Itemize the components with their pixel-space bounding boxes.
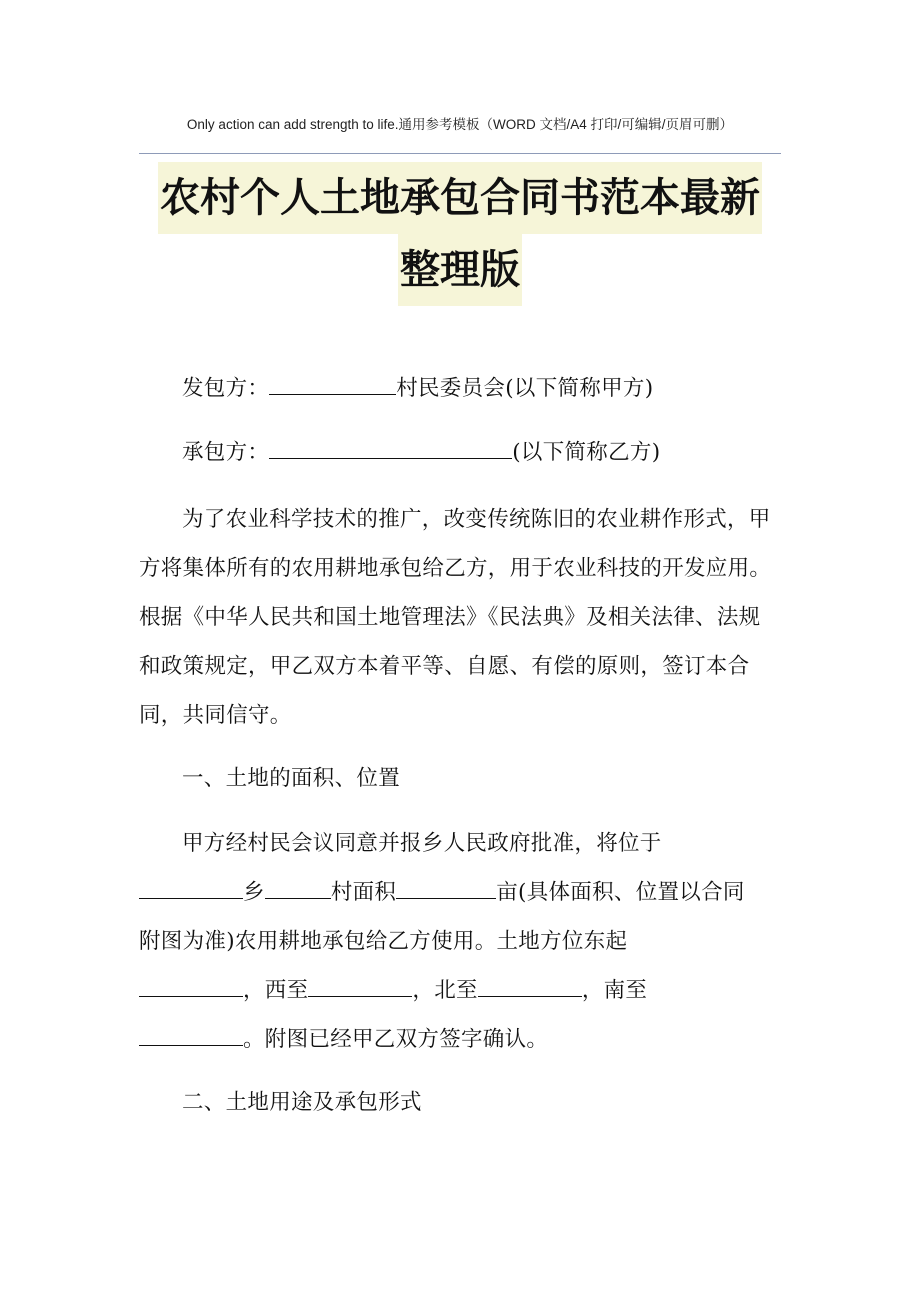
section-1-line-5 <box>139 1015 781 1064</box>
contractor-line <box>139 364 781 413</box>
contractee-line <box>139 428 781 477</box>
contractor-label: 发包方： <box>182 376 270 401</box>
contractor-blank <box>269 371 396 395</box>
section-1-body <box>139 819 781 1064</box>
section-1 <box>139 754 781 803</box>
intro-paragraph <box>139 495 781 740</box>
area-label: 村面积 <box>330 880 397 905</box>
township-blank <box>139 875 243 899</box>
intro-text: 为了农业科学技术的推广，改变传统陈旧的农业耕作形式，甲方将集体所有的农用耕地承包给乙方，用于农业科技的开发应用。根据《中华人民共和国土地管理法》《民法典》及相关法律、法规和政策规定，甲乙双方本着平等、自愿、有偿的原则，签订本合同，共同信守。 <box>139 507 772 728</box>
contractee-blank <box>269 435 512 459</box>
south-blank <box>139 1022 243 1046</box>
section-1-line-1: 甲方经村民会议同意并报乡人民政府批准，将位于 <box>182 831 662 856</box>
north-label: ，北至 <box>412 978 478 1003</box>
annex-confirmation-text: 。附图已经甲乙双方签字确认。 <box>243 1027 549 1052</box>
section-1-line-2 <box>139 868 781 917</box>
area-blank <box>396 875 496 899</box>
township-label: 乡 <box>243 880 265 905</box>
section-1-heading: 一、土地的面积、位置 <box>182 766 401 791</box>
document-title <box>0 162 920 306</box>
contractee-suffix: (以下简称乙方) <box>512 440 661 465</box>
village-blank <box>265 875 331 899</box>
south-label: ，南至 <box>581 978 648 1003</box>
east-blank <box>139 973 243 997</box>
area-unit-text: 亩(具体面积、位置以合同 <box>496 880 745 905</box>
north-blank <box>478 973 582 997</box>
contractor-suffix: 村民委员会(以下简称甲方) <box>396 376 654 401</box>
title-line-2: 整理版 <box>398 234 522 306</box>
section-2-heading: 二、土地用途及承包形式 <box>182 1090 422 1115</box>
header-note: Only action can add strength to life.通用参考模板（WORD 文档/A4 打印/可编辑/页眉可删） <box>186 117 734 132</box>
section-2 <box>139 1078 781 1127</box>
contractee-label: 承包方： <box>182 440 270 465</box>
west-blank <box>308 973 412 997</box>
title-line-1: 农村个人土地承包合同书范本最新 <box>158 162 762 234</box>
header-divider <box>139 153 781 154</box>
section-1-line-4 <box>139 966 781 1015</box>
section-1-line-3: 附图为准)农用耕地承包给乙方使用。土地方位东起 <box>139 929 628 954</box>
west-label: ，西至 <box>243 978 309 1003</box>
